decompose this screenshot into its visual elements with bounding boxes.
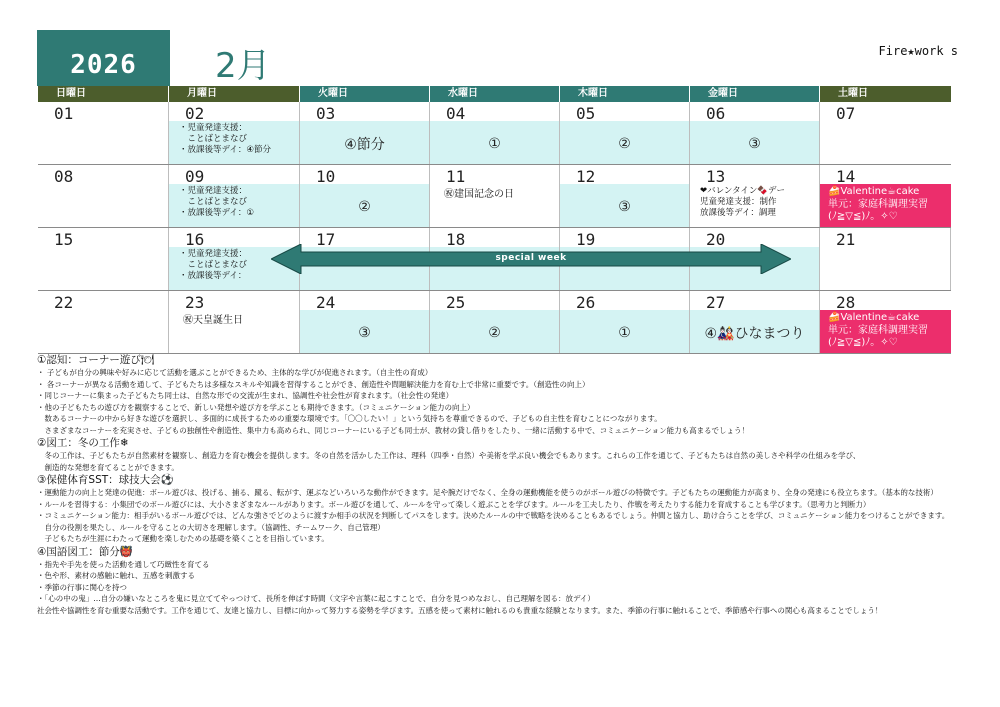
day-number: 28 [836,293,856,312]
weekday-header-row [38,86,951,102]
day-number: 23 [185,293,205,312]
month-title: 2月 [215,46,271,86]
section-line: ・季節の行事に関心を持つ [37,582,127,592]
weekday-sunday: 日曜日 [38,86,169,102]
calendar-week-row [38,228,951,291]
day-cell[interactable] [38,165,169,227]
section-line: 数あるコーナーの中から好きな遊びを選択し、多面的に成長するための重要な環境です。「〇〇したい！」という気持ちを尊重できるので、子どもの自主性を育むことにつながります。 [37,414,662,423]
day-number: 20 [706,230,726,249]
section-heading: ④国語図工：節分👹 [37,545,133,558]
section-line: ・ 各コーナーが異なる活動を通して、子どもたちは多様なスキルや知識を習得することができ、創造性や問題解決能力を育む上で非常に重要です。（創造性の向上） [37,379,590,389]
activity-mark: ① [488,136,501,152]
day-number: 15 [54,230,74,249]
section-line: 自分の役割を果たし、ルールを守ることの大切さを理解します。（協調性、チームワーク、自己管理） [37,522,385,532]
day-cell[interactable] [169,165,300,227]
activity-mark: ③ [748,136,761,152]
weeks-container [38,102,951,354]
section-line: ・指先や手先を使った活動を通して巧緻性を育てる [37,559,210,569]
weekday-tuesday: 火曜日 [300,86,430,102]
activity-mark: ① [618,325,631,341]
section-line: ・ 子どもが自分の興味や好みに応じて活動を選ぶことができるため、主体的な学びが促進されます。（自主性の育成） [37,368,433,377]
day-cell[interactable] [300,165,430,227]
day-cell[interactable] [38,102,169,164]
section-line: ・ルールを習得する：小集団でのボール遊びには、大小さまざまなルールがあります。ボール遊びを通して、ルールを守って楽しく遊ぶことを学びます。ルールを工夫したり、作戦を考えたりする能力を育成することも学びます。（思考力と判断力） [37,499,871,509]
day-cell[interactable] [430,165,560,227]
day-cell[interactable] [560,165,690,227]
special-week-arrow [271,244,791,274]
weekday-monday: 月曜日 [169,86,300,102]
day-number: 19 [576,230,596,249]
day-number: 21 [836,230,856,249]
day-number: 16 [185,230,205,249]
day-number: 14 [836,167,856,186]
day-cell[interactable] [690,102,820,164]
activity-mark: ② [488,325,501,341]
day-cell[interactable] [560,291,690,353]
section-line: 冬の工作は、子どもたちが自然素材を観察し、創造力を育む機会を提供します。冬の自然を活かした工作は、理科（四季・自然）や美術を学ぶ良い機会でもあります。これらの工作を通じて、子どもたちは自然の美しさや科学の仕組みを学び、 [37,451,861,460]
special-week-label: special week [495,253,567,263]
section-line: ・色や形、素材の感触に触れ、五感を刺激する [37,571,195,580]
calendar-week-row [38,165,951,228]
day-cell[interactable] [300,102,430,164]
activity-mark: ② [358,199,371,215]
activity-mark: ④節分 [344,137,385,153]
valentine-event: 🍰Valentine☕cake 単元：家庭科調理実習 (ﾉ≧▽≦)ﾉ。✧♡ [820,310,951,353]
weekday-thursday: 木曜日 [560,86,690,102]
section-line: 子どもたちが生涯にわたって運動を楽しむための基礎を築くことを目指しています。 [37,534,329,543]
holiday-label: ㊗建国記念の日 [444,189,514,200]
activity-mark: ③ [358,325,371,341]
schedule-note: ・児童発達支援： ことばとまなび ・放課後等デイ：① [179,186,255,218]
day-number: 25 [446,293,466,312]
day-cell[interactable] [820,228,951,290]
valentine-event: 🍰Valentine☕cake 単元：家庭科調理実習 (ﾉ≧▽≦)ﾉ。✧♡ [820,184,951,227]
day-cell[interactable] [690,165,820,227]
day-number: 08 [54,167,74,186]
section-heading: ②図工：冬の工作❄ [37,437,129,449]
schedule-note: ・児童発達支援： ことばとまなび ・放課後等デイ：④節分 [179,123,272,155]
day-number: 03 [316,104,336,123]
day-cell[interactable] [820,291,951,353]
section-line: 創造的な発想を育てることができます。 [37,462,179,472]
year-badge [37,30,170,86]
calendar-week-row [38,102,951,165]
section-line: ・他の子どもたちの遊び方を観察することで、新しい発想や遊び方を学ぶことも期待できます。（コミュニケーション能力の向上） [37,402,475,412]
day-number: 12 [576,167,596,186]
day-cell[interactable] [169,291,300,353]
day-number: 13 [706,167,726,186]
activity-descriptions [37,353,957,616]
schedule-note: ・児童発達支援： ことばとまなび ・放課後等デイ： [179,249,248,281]
calendar-grid [38,86,951,354]
day-number: 09 [185,167,205,186]
day-cell[interactable] [690,291,820,353]
day-number: 26 [576,293,596,312]
weekday-saturday: 土曜日 [820,86,951,102]
day-number: 18 [446,230,466,249]
activity-mark: ④🎎ひなまつり [704,326,805,342]
day-number: 27 [706,293,726,312]
day-number: 06 [706,104,726,123]
section-line: 社会性や協調性を育む重要な活動です。工作を通じて、友達と協力し、目標に向かって努力する姿勢を学びます。五感を使って素材に触れるのも貴重な経験となります。また、季節の行事に触れることで、季節感や行事への関心も高まることでしょう！ [37,605,883,615]
section-line: ・同じコーナーに集まった子どもたち同士は、自然な形での交流が生まれ、協調性や社会性が育まれます。（社会性の発達） [37,391,454,400]
day-number: 10 [316,167,336,186]
section-line: ・運動能力の向上と発達の促進：ボール遊びは、投げる、捕る、蹴る、転がす、運ぶなどいろいろな動作ができます。足や腕だけでなく、全身の運動機能を使うのがボール遊びの特徴です。子どもたちの運動能力が高まり、全身の発達にも役立ちます。（基本的な技術） [37,488,938,497]
day-cell[interactable] [169,102,300,164]
day-cell[interactable] [300,291,430,353]
day-cell[interactable] [820,102,951,164]
weekday-friday: 金曜日 [690,86,820,102]
day-cell[interactable] [820,165,951,227]
activity-mark: ③ [618,199,631,215]
holiday-label: ㊗天皇誕生日 [183,315,243,326]
day-number: 04 [446,104,466,123]
day-cell[interactable] [430,291,560,353]
activity-mark: ② [618,136,631,152]
section-heading: ①認知：コーナー遊び🍽 [37,354,155,366]
day-number: 07 [836,104,856,123]
brand-logo-text: Fire★work s [878,44,958,58]
day-number: 01 [54,104,74,123]
day-number: 22 [54,293,74,312]
year-label: 2026 [70,50,137,80]
day-cell[interactable] [38,291,169,353]
calendar-week-row [38,291,951,354]
day-number: 11 [446,167,466,186]
day-number: 17 [316,230,336,249]
day-cell[interactable] [430,102,560,164]
section-line: ・「心の中の鬼」…自分の嫌いなところを鬼に見立ててやっつけて、長所を伸ばす時間（文字や言葉に起こすことで、自分を見つめなおし、自己理解を図る：放デイ） [37,594,595,603]
day-cell[interactable] [38,228,169,290]
day-number: 02 [185,104,205,123]
section-line: ・コミュニケーション能力：相手がいるボール遊びでは、どんな強さでどのように渡すか相手の状況を判断してパスをします。決めたルールの中で戦略を決めることもあるでしょう。仲間と協力し、助け合うことを学び、コミュニケーション能力をつけることができます。 [37,511,950,520]
day-number: 24 [316,293,336,312]
weekday-wednesday: 水曜日 [430,86,560,102]
day-cell[interactable] [560,102,690,164]
section-heading: ③保健体育SST：球技大会⚽ [37,474,174,486]
section-line: さまざまなコーナーを充実させ、子どもの独創性や創造性、集中力も高められ、同じコーナーにいる子ども同士が、教材の貸し借りをしたり、一緒に活動する中で、コミュニケーション能力も高まるでしょう！ [37,425,750,435]
schedule-note: ❤バレンタイン🍫デー 児童発達支援：制作 放課後等デイ：調理 [700,186,785,218]
day-number: 05 [576,104,596,123]
